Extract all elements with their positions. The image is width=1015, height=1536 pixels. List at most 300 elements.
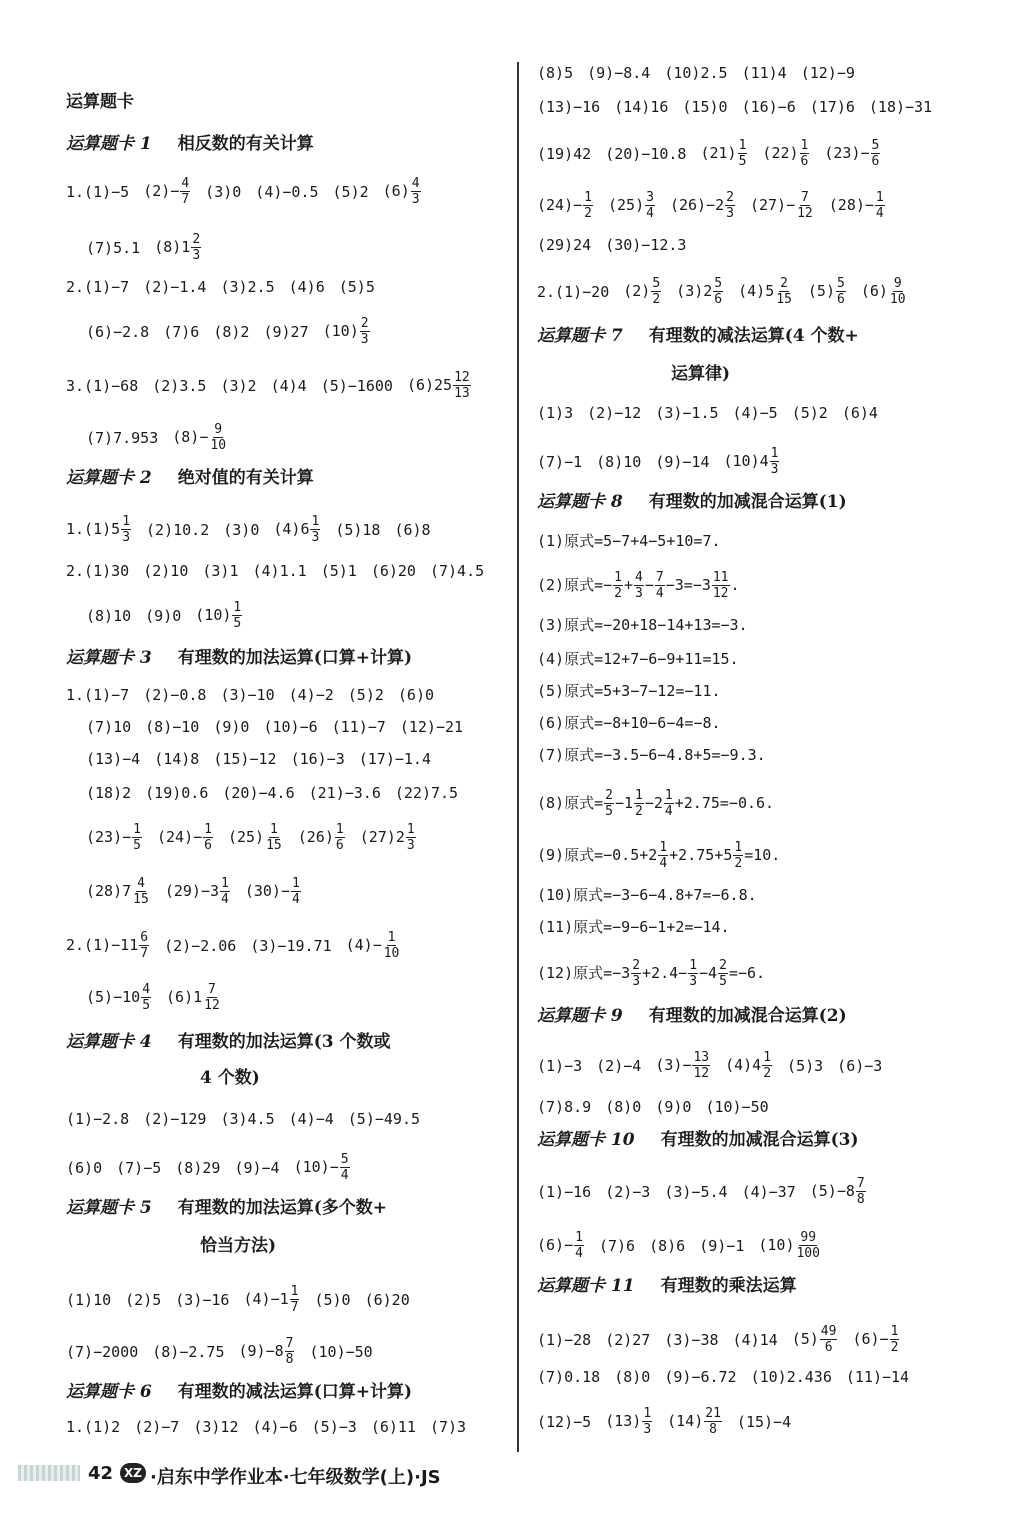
card-title-continued: 恰当方法) [200,1236,277,1256]
fraction: $\frac{11}{12}$ [712,570,729,601]
answer-item: (10)2.436 [750,1367,832,1386]
answer-item: (5)5 [338,277,375,296]
answer-item: (4)−2 [288,685,334,704]
answer-item: (29)24 [537,235,592,254]
answer-item: (12)原式=−3 $\frac{2}{3}$ +2.4− $\frac{1}{3}$ −4 $\frac{2}{5}$ =−6. [537,958,766,989]
answer-row [66,560,498,581]
fraction: $\frac{2}{3}$ [360,316,369,347]
answer-item: (7)3 [429,1417,467,1436]
fraction: $\frac{4}{15}$ [133,876,149,907]
answer-item: (16)−3 [290,749,345,768]
answer-item: (7)4.5 [429,561,485,580]
card-title: 有理数的加减混合运算(3) [660,1130,859,1150]
answer-row [537,680,735,701]
fraction: $\frac{7}{4}$ [655,570,664,601]
answer-row [537,276,922,307]
answer-item: (4)−0.5 [255,182,319,201]
card-heading [66,1382,412,1402]
answer-item: (8)10 [86,606,132,625]
answer-item: (11)−7 [331,717,386,736]
answer-item: (14)16 [614,97,669,116]
answer-item: 2.(1)30 [66,561,130,580]
answer-item: (1)原式=5−7+4−5+10=7. [537,531,721,550]
answer-item: (5) $\frac{5}{6}$ [807,276,845,307]
fraction: $\frac{1}{2}$ [584,190,592,221]
answer-item: (4)原式=12+7−6−9+11=15. [537,649,739,668]
fraction: $\frac{7}{12}$ [797,190,813,221]
answer-item: (25) $\frac{3}{4}$ [607,190,654,221]
answer-item: (2)−129 [143,1109,207,1128]
card-label: 运算题卡 8 [537,492,623,512]
card-heading [537,1006,847,1026]
card-label: 运算题卡 4 [66,1032,152,1052]
answer-item: (6)11 [370,1417,416,1436]
fraction: $\frac{1}{5}$ [233,600,242,631]
answer-item: (6)−2.8 [86,322,150,341]
answer-row [86,782,472,803]
answer-row [66,276,389,297]
answer-item: (7)6 [163,322,200,341]
footer [0,1455,1015,1495]
answer-item: (6)4 [841,403,878,422]
fraction: $\frac{21}{8}$ [705,1406,721,1437]
card-label: 运算题卡 5 [66,1198,152,1218]
fraction: $\frac{1}{5}$ [133,822,141,853]
answer-item: (8)− $\frac{9}{10}$ [172,422,227,453]
card-label: 运算题卡 1 [66,134,152,154]
fraction: $\frac{9}{10}$ [210,422,227,453]
answer-item: (3)−38 [664,1330,719,1349]
answer-item: (15)0 [682,97,728,116]
answer-item: (2)27 [605,1330,651,1349]
answer-row [537,958,779,989]
answer-item: (30)−12.3 [605,235,687,254]
answer-item: (4)4 $\frac{1}{2}$ [725,1050,772,1081]
answer-row [66,684,448,705]
answer-row [66,1336,387,1367]
answer-row [66,1108,434,1129]
answer-item: (3)2 [220,376,257,395]
answer-row [537,190,900,221]
answer-item: (6)− $\frac{1}{4}$ [537,1230,583,1261]
fraction: $\frac{5}{2}$ [652,276,661,307]
answer-item: (10)− $\frac{5}{4}$ [293,1152,349,1183]
fraction: $\frac{1}{2}$ [734,840,743,871]
card-title: 有理数的加法运算(多个数+ [177,1198,388,1218]
answer-item: (28)− $\frac{1}{4}$ [828,190,884,221]
answer-item: (25) $\frac{1}{15}$ [227,822,282,853]
answer-item: (8)6 [649,1236,686,1255]
answer-item: (4)6 $\frac{1}{3}$ [273,514,320,545]
answer-item: (8)0 [605,1097,642,1116]
answer-item: (10)原式=−3−6−4.8+7=−6.8. [537,885,757,904]
answer-item: (5)0 [314,1290,351,1309]
answer-item: (6)25 $\frac{12}{13}$ [406,370,470,401]
answer-row [537,1176,881,1207]
publisher-logo: XZ [120,1463,146,1483]
fraction: $\frac{1}{4}$ [875,190,884,221]
fraction: $\frac{9}{10}$ [889,276,906,307]
fraction: $\frac{1}{2}$ [763,1050,772,1081]
answer-item: (9)−4 [234,1158,280,1177]
answer-item: (7)−5 [116,1158,162,1177]
answer-item: (21) $\frac{1}{5}$ [700,138,747,169]
answer-item: (5)原式=5+3−7−12=−11. [537,681,721,700]
answer-item: (2)−2.06 [164,936,237,955]
answer-item: (2) $\frac{5}{2}$ [623,276,661,307]
answer-item: (9)−8 $\frac{7}{8}$ [238,1336,294,1367]
answer-item: (29)−3 $\frac{1}{4}$ [164,876,229,907]
book-title: ·启东中学作业本·七年级数学(上)·JS [150,1467,441,1488]
fraction: $\frac{1}{2}$ [890,1324,899,1355]
card-title: 有理数的减法运算(4 个数+ [648,326,859,346]
answer-row [66,930,415,961]
answer-item: (18)2 [86,783,132,802]
fraction: $\frac{1}{6}$ [204,822,212,853]
answer-item: (11)4 [741,63,787,82]
answer-item: (6)−3 [837,1056,883,1075]
answer-item: (10) $\frac{99}{100}$ [758,1230,820,1261]
answer-item: (12)−5 [537,1412,592,1431]
fraction: $\frac{1}{3}$ [770,446,779,477]
fraction: $\frac{1}{4}$ [221,876,229,907]
section-title: 运算题卡 [66,92,134,112]
answer-item: (2)3.5 [152,376,207,395]
answer-item: (10)−50 [705,1097,769,1116]
answer-item: (8)原式= $\frac{2}{5}$ −1 $\frac{1}{2}$ −2 $\frac{1}{4}$ +2.75=−0.6. [537,788,775,819]
answer-item: (17)6 [809,97,855,116]
card-label: 运算题卡 6 [66,1382,152,1402]
answer-item: (19)0.6 [145,783,209,802]
answer-item: (6)20 [370,561,416,580]
answer-item: (7)原式=−3.5−6−4.8+5=−9.3. [537,745,766,764]
answer-item: (7)−2000 [66,1342,139,1361]
answer-item: (5)3 [787,1056,824,1075]
answer-item: (3)−10 [220,685,275,704]
answer-item: (2)−1.4 [143,277,207,296]
answer-item: 1.(1)2 [66,1417,121,1436]
answer-item: 2.(1)−7 [66,277,130,296]
fraction: $\frac{1}{4}$ [664,788,673,819]
answer-item: (11)−14 [845,1367,910,1386]
answer-item: (3)原式=−20+18−14+13=−3. [537,615,748,634]
answer-item: (2)−7 [134,1417,180,1436]
card-title: 有理数的乘法运算 [660,1276,797,1296]
answer-item: (8)5 [537,63,574,82]
card-title: 有理数的加法运算(3 个数或 [177,1032,391,1052]
card-heading [66,1198,387,1218]
answer-item: (1)10 [66,1290,112,1309]
answer-item: (30)− $\frac{1}{4}$ [244,876,300,907]
answer-item: (8)1 $\frac{2}{3}$ [154,232,201,263]
fraction: $\frac{13}{12}$ [693,1050,710,1081]
answer-item: (21)−3.6 [308,783,381,802]
answer-item: (10) $\frac{1}{5}$ [195,600,242,631]
answer-item: (22)7.5 [394,783,459,802]
answer-row [537,916,744,937]
answer-item: (7)7.953 [86,428,159,447]
fraction: $\frac{4}{5}$ [142,982,151,1013]
answer-item: (17)−1.4 [358,749,431,768]
answer-row [66,1284,424,1315]
answer-item: (4)4 [270,376,307,395]
fraction: $\frac{7}{8}$ [856,1176,865,1207]
fraction: $\frac{99}{100}$ [796,1230,820,1261]
answer-item: 3.(1)−68 [66,376,139,395]
answer-row [537,788,788,819]
answer-row [86,748,445,769]
card-heading [66,134,314,154]
answer-row [537,1366,923,1387]
answer-row [537,402,892,423]
answer-item: (6)1 $\frac{7}{12}$ [166,982,220,1013]
answer-row [86,600,257,631]
answer-row [537,744,780,765]
answer-item: (6)− $\frac{1}{2}$ [852,1324,899,1355]
fraction: $\frac{1}{15}$ [266,822,282,853]
answer-item: (4)−37 [741,1182,796,1201]
answer-row [66,176,436,207]
answer-item: (9)−6.72 [664,1367,737,1386]
fraction: $\frac{5}{4}$ [340,1152,349,1183]
answer-item: (10)−6 [263,717,318,736]
answer-row [86,422,242,453]
fraction: $\frac{1}{4}$ [659,840,668,871]
answer-row [537,138,895,169]
answer-item: (12)−9 [800,63,855,82]
answer-item: (6)0 [397,685,435,704]
fraction: $\frac{1}{2}$ [614,570,622,601]
card-title: 有理数的减法运算(口算+计算) [177,1382,413,1402]
card-title-continued: 运算律) [671,364,731,384]
card-heading [537,326,859,346]
answer-row [86,316,385,347]
answer-item: (5) $\frac{49}{6}$ [791,1324,837,1355]
answer-item: (6)20 [364,1290,410,1309]
answer-item: (2)原式=− $\frac{1}{2}$ + $\frac{4}{3}$ − $\frac{7}{4}$ −3=−3 $\frac{11}{12}$ . [537,570,740,601]
answer-item: 1.(1)5 $\frac{1}{3}$ [66,514,131,545]
answer-item: (8)2 [213,322,250,341]
answer-item: (2)−0.8 [143,685,207,704]
fraction: $\frac{7}{12}$ [204,982,220,1013]
answer-item: (10)2.5 [664,63,728,82]
answer-item: (2)10 [143,561,189,580]
answer-item: (7)0.18 [537,1367,601,1386]
card-heading [66,648,412,668]
answer-item: (5)18 [335,520,381,539]
fraction: $\frac{1}{2}$ [635,788,643,819]
fraction: $\frac{2}{3}$ [726,190,734,221]
answer-item: (3)−16 [175,1290,230,1309]
answer-item: (7)10 [86,717,132,736]
answer-row [66,1152,365,1183]
card-title: 绝对值的有关计算 [177,468,314,488]
answer-item: (5)2 [332,182,369,201]
answer-item: (4)5 $\frac{2}{15}$ [738,276,792,307]
answer-item: 1.(1)−5 [66,182,130,201]
answer-item: (14)8 [154,749,200,768]
answer-item: (3)2.5 [220,277,275,296]
fraction: $\frac{12}{13}$ [454,370,470,401]
card-label: 运算题卡 9 [537,1006,623,1026]
card-label: 运算题卡 7 [537,326,623,346]
answer-item: 2.(1)−20 [537,282,610,301]
answer-row [66,370,486,401]
fraction: $\frac{6}{7}$ [140,930,149,961]
answer-item: (3)0 [223,520,260,539]
answer-row [537,96,946,117]
answer-item: (10)4 $\frac{1}{3}$ [723,446,779,477]
answer-item: (9)0 [213,717,250,736]
answer-row [537,570,754,601]
fraction: $\frac{5}{6}$ [714,276,723,307]
fraction: $\frac{2}{15}$ [776,276,792,307]
answer-item: (9)−8.4 [587,63,651,82]
answer-item: (9)原式=−0.5+2 $\frac{1}{4}$ +2.75+5 $\frac{1}{2}$ =10. [537,840,781,871]
answer-item: (1)−16 [537,1182,592,1201]
fraction: $\frac{7}{8}$ [285,1336,294,1367]
answer-item: (7)8.9 [537,1097,592,1116]
answer-row [537,1096,783,1117]
answer-row [537,648,753,669]
answer-item: (5)−10 $\frac{4}{5}$ [86,982,151,1013]
fraction: $\frac{4}{7}$ [181,176,190,207]
fraction: $\frac{49}{6}$ [820,1324,837,1355]
answer-item: (8)0 [614,1367,651,1386]
card-label: 运算题卡 2 [66,468,152,488]
answer-item: (9)27 [263,322,309,341]
answer-item: (2)−4 [596,1056,642,1075]
answer-item: (8)−2.75 [152,1342,225,1361]
answer-item: (13)−4 [86,749,141,768]
answer-item: (12)−21 [399,717,464,736]
answer-item: (6)0 [66,1158,103,1177]
answer-item: (3)4.5 [220,1109,275,1128]
answer-item: (6) $\frac{9}{10}$ [860,276,906,307]
answer-item: (3)1 [202,561,239,580]
answer-row [537,884,771,905]
answer-row [86,716,477,737]
fraction: $\frac{1}{3}$ [311,514,320,545]
answer-item: (4)− $\frac{1}{10}$ [345,930,400,961]
answer-item: (1)−28 [537,1330,592,1349]
answer-item: (3)−1.5 [655,403,719,422]
answer-item: (3)−5.4 [664,1182,728,1201]
fraction: $\frac{1}{4}$ [575,1230,583,1261]
answer-item: (26)−2 $\frac{2}{3}$ [669,190,734,221]
answer-row [86,822,431,853]
answer-item: (24)− $\frac{1}{6}$ [156,822,212,853]
fraction: $\frac{1}{3}$ [122,514,131,545]
answer-item: (8)−10 [145,717,200,736]
answer-item: (2)− $\frac{4}{7}$ [143,176,190,207]
answer-row [86,876,316,907]
answer-item: (7)−1 [537,452,583,471]
answer-row [537,712,735,733]
fraction: $\frac{1}{7}$ [290,1284,299,1315]
fraction: $\frac{5}{6}$ [871,138,880,169]
answer-item: (26) $\frac{1}{6}$ [297,822,344,853]
answer-item: (18)−31 [868,97,933,116]
column-divider [517,62,519,1452]
answer-item: (1)−3 [537,1056,583,1075]
answer-item: (1)−2.8 [66,1109,130,1128]
fraction: $\frac{1}{5}$ [738,138,747,169]
answer-item: (4)6 [288,277,325,296]
fraction: $\frac{5}{6}$ [837,276,845,307]
barcode-strip [18,1465,80,1481]
answer-item: (8)10 [596,452,642,471]
answer-item: (4)−5 [732,403,778,422]
answer-row [537,1324,914,1355]
answer-item: (5)−1600 [320,376,393,395]
card-heading [537,492,847,512]
answer-item: (19)42 [537,144,592,163]
answer-item: (13)−16 [537,97,601,116]
answer-item: (23)− $\frac{1}{5}$ [86,822,141,853]
answer-item: (5)−49.5 [347,1109,421,1128]
answer-item: (5)2 [791,403,828,422]
answer-row [537,1406,805,1437]
answer-row [66,514,445,545]
fraction: $\frac{1}{4}$ [291,876,300,907]
card-label: 运算题卡 11 [537,1276,635,1296]
answer-row [66,1416,480,1437]
answer-item: (6)原式=−8+10−6−4=−8. [537,713,721,732]
answer-item: (24)− $\frac{1}{2}$ [537,190,592,221]
answer-item: (3)2 $\frac{5}{6}$ [676,276,723,307]
answer-item: (4)1.1 [252,561,307,580]
answer-item: (3)−19.71 [250,936,332,955]
answer-item: (20)−10.8 [605,144,687,163]
answer-item: (3)0 [205,182,242,201]
card-label: 运算题卡 3 [66,648,152,668]
card-heading [537,1276,797,1296]
fraction: $\frac{1}{6}$ [335,822,344,853]
answer-item: (9)0 [655,1097,692,1116]
answer-item: (5)−8 $\frac{7}{8}$ [809,1176,865,1207]
answer-item: (6) $\frac{4}{3}$ [382,176,420,207]
fraction: $\frac{1}{10}$ [383,930,400,961]
fraction: $\frac{1}{3}$ [689,958,698,989]
answer-row [537,234,700,255]
answer-row [86,232,216,263]
answer-item: (4)14 [732,1330,778,1349]
card-title: 有理数的加减混合运算(1) [648,492,847,512]
answer-row [537,530,735,551]
answer-item: (9)−1 [699,1236,745,1255]
fraction: $\frac{2}{3}$ [192,232,201,263]
answer-item: (6)8 [394,520,431,539]
answer-item: (5)−3 [311,1417,357,1436]
answer-item: (10) $\frac{2}{3}$ [322,316,369,347]
answer-item: (15)−12 [213,749,277,768]
card-title: 相反数的有关计算 [177,134,314,154]
answer-item: (13) $\frac{1}{3}$ [605,1406,652,1437]
answer-item: (1)3 [537,403,574,422]
answer-item: (4)−6 [252,1417,298,1436]
answer-item: (3)12 [193,1417,239,1436]
fraction: $\frac{1}{3}$ [643,1406,652,1437]
answer-row [86,982,236,1013]
answer-item: (2)5 [125,1290,162,1309]
answer-item: (11)原式=−9−6−1+2=−14. [537,917,730,936]
answer-item: (2)10.2 [146,520,210,539]
answer-item: (5)2 [347,685,384,704]
answer-item: (20)−4.6 [222,783,295,802]
answer-row [537,614,762,635]
answer-item: (2)−3 [605,1182,651,1201]
